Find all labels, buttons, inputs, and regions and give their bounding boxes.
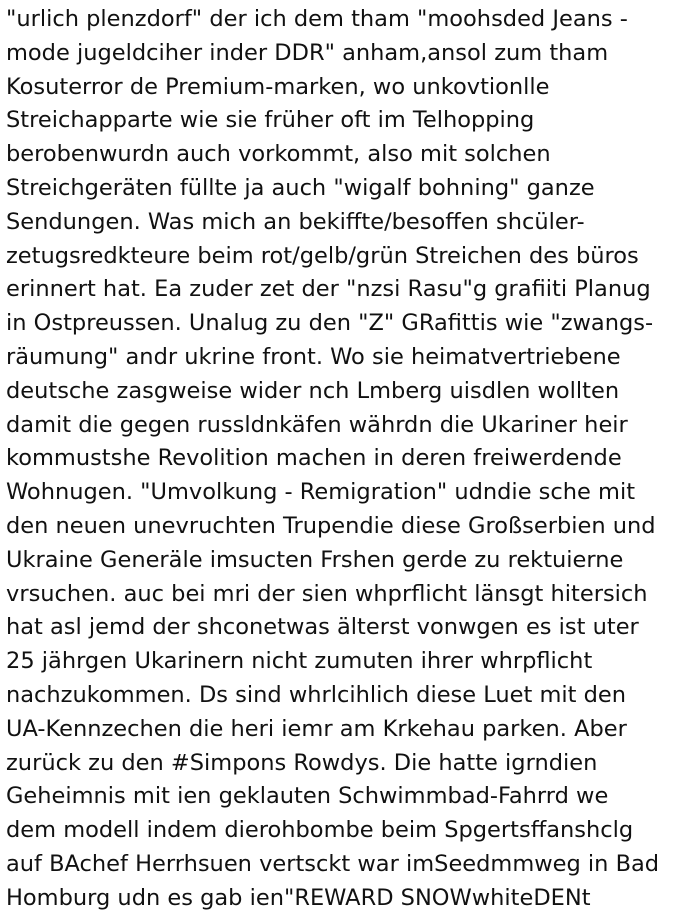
text-line: Homburg udn es gab ien"REWARD SNOWwhiteDENt [6,884,591,911]
text-line: Streichapparte wie sie früher oft im Telhopping [6,107,535,134]
text-line: Geheimnis mit ien geklauten Schwimmbad-Fahrrd we [6,783,609,810]
text-line: UA-Kennzechen die heri iemr am Krkehau parken. Aber [6,715,627,742]
text-line: zurück zu den #Simpons Rowdys. Die hatte igrndien [6,749,598,776]
text-line: vrsuchen. auc bei mri der sien whprflicht länsgt hitersich [6,580,648,607]
text-body [6,3,682,916]
text-line: deutsche zasgweise wider nch Lmberg uisdlen wollten [6,377,620,404]
text-line: dem modell indem dierohbombe beim Spgertsffanshclg [6,817,634,844]
text-line: Sendungen. Was mich an bekiffte/besoffen shcüler- [6,208,585,235]
text-line: erinnert hat. Ea zuder zet der "nzsi Rasu"g grafiiti Planug [6,276,651,303]
text-line: auf BAchef Herrhsuen vertsckt war imSeedmmweg in Bad [6,850,660,877]
text-line: damit die gegen russldnkäfen währdn die Ukariner heir [6,411,628,438]
text-line: räumung" andr ukrine front. Wo sie heimatvertriebene [6,343,621,370]
text-line: Kosuterror de Premium-marken, wo unkovtionlle [6,73,550,100]
text-line: nachzukommen. Ds sind whrlcihlich diese Luet mit den [6,681,627,708]
text-line: Wohnugen. "Umvolkung - Remigration" udndie sche mit [6,479,636,506]
text-line: Streichgeräten füllte ja auch "wigalf bohning" ganze [6,174,595,201]
text-line: in Ostpreussen. Unalug zu den "Z" GRafittis wie "zwangs- [6,310,654,337]
text-line: kommustshe Revolition machen in deren freiwerdende [6,445,622,472]
text-line: Ukraine Generäle imsucten Frshen gerde zu rektuierne [6,546,624,573]
text-line: "urlich plenzdorf" der ich dem tham "moohsded Jeans - [6,6,628,32]
text-line: 25 jährgen Ukarinern nicht zumuten ihrer whrpflicht [6,648,593,675]
text-line: berobenwurdn auch vorkommt, also mit solchen [6,141,551,168]
text-line: hat asl jemd der shconetwas älterst vonwgen es ist uter [6,614,639,641]
text-line: mode jugeldciher inder DDR" anham,ansol zum tham [6,39,609,66]
text-line: den neuen unevruchten Trupendie diese Großserbien und [6,512,656,539]
text-line: zetugsredkteure beim rot/gelb/grün Streichen des büros [6,242,639,269]
